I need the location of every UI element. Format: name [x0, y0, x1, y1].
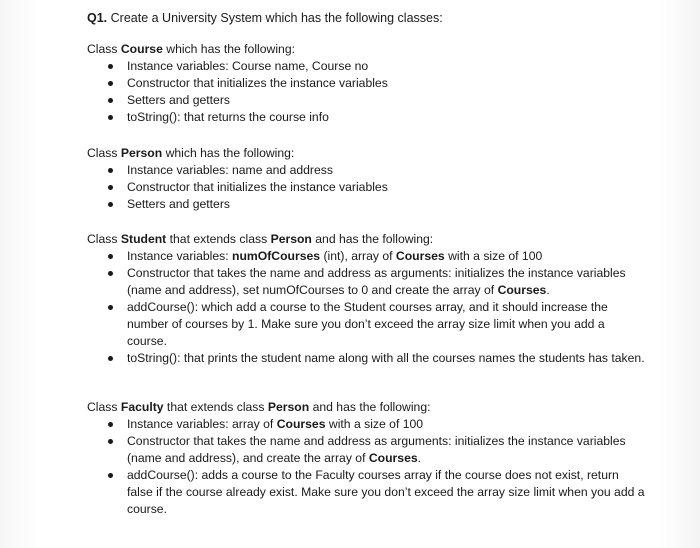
heading-suffix: and has the following: [311, 232, 434, 246]
heading-mid: that extends class [166, 232, 271, 246]
bullet-icon [108, 185, 113, 190]
heading-suffix: which has the following: [162, 42, 295, 56]
bullet-list [87, 162, 647, 213]
list-item: Setters and getters [87, 92, 647, 109]
class-name: Student [120, 232, 167, 246]
section-course [87, 41, 647, 126]
list-item: Instance variables: name and address [87, 162, 647, 179]
list-item: Constructor that initializes the instance variables [87, 75, 647, 92]
bullet-icon [108, 271, 113, 276]
list-item: Constructor that takes the name and address as arguments: initializes the instance variables (name and address), and create the array of Courses. [87, 433, 647, 467]
heading-prefix: Class [87, 400, 121, 414]
bullet-icon [108, 81, 113, 86]
bullet-icon [108, 202, 113, 207]
section-heading [87, 231, 647, 248]
list-item: Instance variables: numOfCourses (int), array of Courses with a size of 100 [87, 248, 647, 265]
heading-prefix: Class [87, 42, 121, 56]
list-item: Setters and getters [87, 196, 647, 213]
list-item: addCourse(): adds a course to the Faculty courses array if the course does not exist, return false if the course already exist. Make sure you don’t exceed the array size limit when you add a course. [87, 467, 647, 518]
bullet-icon [108, 439, 113, 444]
section-person [87, 145, 647, 213]
bullet-icon [108, 98, 113, 103]
bullet-icon [108, 422, 113, 427]
bullet-icon [108, 356, 113, 361]
section-heading [87, 145, 647, 162]
bullet-list [87, 58, 647, 126]
section-student [87, 231, 647, 367]
bullet-icon [108, 168, 113, 173]
list-item: Constructor that initializes the instance variables [87, 179, 647, 196]
bullet-icon [108, 64, 113, 69]
heading-prefix: Class [87, 232, 121, 246]
heading-mid: that extends class [163, 400, 268, 414]
section-heading [87, 399, 647, 416]
list-item: Instance variables: array of Courses with a size of 100 [87, 416, 647, 433]
class-name: Course [120, 42, 163, 56]
heading-suffix: which has the following: [162, 146, 295, 160]
bullet-list [87, 248, 647, 367]
list-item: addCourse(): which add a course to the Student courses array, and it should increase the number of courses by 1. Make sure you don’t exceed the array size limit when you add a course. [87, 299, 647, 350]
bullet-icon [108, 115, 113, 120]
bullet-icon [108, 254, 113, 259]
list-item: toString(): that prints the student name along with all the courses names the students has taken. [87, 350, 647, 367]
question-number: Q1. [87, 11, 108, 25]
parent-class-name: Person [267, 400, 310, 414]
bullet-list [87, 416, 647, 518]
heading-prefix: Class [87, 146, 121, 160]
class-name: Faculty [120, 400, 164, 414]
question-text: Create a University System which has the following classes: [107, 11, 443, 25]
section-heading [87, 41, 647, 58]
bullet-icon [108, 305, 113, 310]
class-name: Person [120, 146, 163, 160]
bullet-icon [108, 473, 113, 478]
list-item: Instance variables: Course name, Course no [87, 58, 647, 75]
question-title [87, 10, 443, 27]
section-faculty [87, 399, 647, 518]
list-item: Constructor that takes the name and address as arguments: initializes the instance variables (name and address), set numOfCourses to 0 and create the array of Courses. [87, 265, 647, 299]
parent-class-name: Person [270, 232, 312, 246]
list-item: toString(): that returns the course info [87, 109, 647, 126]
heading-suffix: and has the following: [309, 400, 431, 414]
